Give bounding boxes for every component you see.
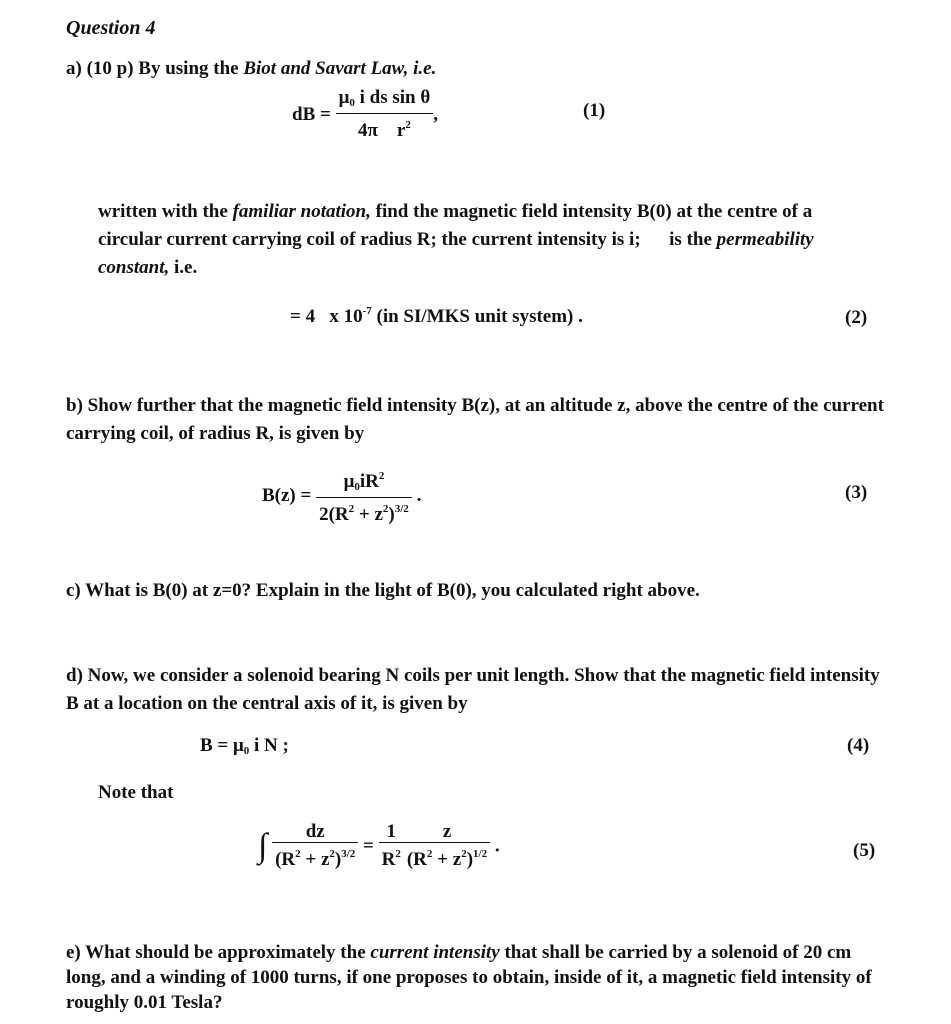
eq5-number: (5): [853, 840, 876, 861]
eq2-number: (2): [845, 307, 868, 328]
eq4-number: (4): [847, 735, 870, 756]
eq5-fraction-3: $\frac{z}{(R^2 + z^2)^{1/2}}$: [404, 822, 490, 871]
eq1-fraction: $\frac{\mu_0 i ds \sin \theta}{4\pi r^2}$: [336, 88, 434, 142]
note-label: Note that: [98, 782, 174, 803]
eq1-lhs: dB =: [292, 104, 331, 125]
part-a-intro-prefix: a) (10 p) By using the: [66, 58, 244, 79]
eq5-fraction-1: $\frac{dz}{(R^2 + z^2)^{3/2}}$: [272, 822, 358, 871]
part-a-paragraph: written with the familiar notation, find the magnetic field intensity B(0) at the centre of a circular current carrying coil of radius R; the current intensity is i; is the permeability constant, i.e.: [98, 201, 817, 278]
integral-symbol: ∫: [258, 827, 268, 865]
part-a-intro: [66, 58, 436, 80]
eq3-number: (3): [845, 482, 868, 503]
part-c-paragraph: c) What is B(0) at z=0? Explain in the light of B(0), you calculated right above.: [66, 580, 700, 601]
equation-5: ∫ $\frac{dz}{(R^2 + z^2)^{3/2}}$ = $\frac{1}{R^2}$ $\frac{z}{(R^2 + z^2)^{1/2}}$ .: [258, 821, 500, 870]
part-e-paragraph: e) What should be approximately the current intensity that shall be carried by a solenoid of 20 cm long, and a winding of 1000 turns, if one proposes to obtain, inside of it, a magnetic field intensity of roughly 0.01 Tesla?: [66, 942, 872, 1013]
part-b-paragraph: b) Show further that the magnetic field intensity B(z), at an altitude z, above the centre of the current carrying coil, of radius R, is given by: [66, 395, 884, 444]
equation-4: $B = \mu_0$ i N ;: [200, 735, 289, 757]
part-a-intro-italic: Biot and Savart Law, i.e.: [243, 58, 437, 79]
equation-1: dB = $\frac{\mu_0 i ds \sin \theta}{4\pi r^2}$ ,: [292, 87, 439, 141]
eq3-fraction: $\frac{\mu_0iR^2}{2(R^2 + z^2)^{3/2}}$: [316, 466, 412, 526]
eq1-number: (1): [583, 100, 606, 121]
equation-2: = 4 x $10^{-7}$ (in SI/MKS unit system) .: [290, 305, 583, 327]
part-d-paragraph: d) Now, we consider a solenoid bearing N coils per unit length. Show that the magnetic field intensity B at a location on the central axis of it, is given by: [66, 665, 880, 714]
equation-3: B(z) = $\frac{\mu_0iR^2}{2(R^2 + z^2)^{3/2}}$ .: [262, 466, 421, 526]
question-heading: Question 4: [66, 17, 156, 39]
eq5-fraction-2: $\frac{1}{R^2}$: [379, 822, 404, 871]
